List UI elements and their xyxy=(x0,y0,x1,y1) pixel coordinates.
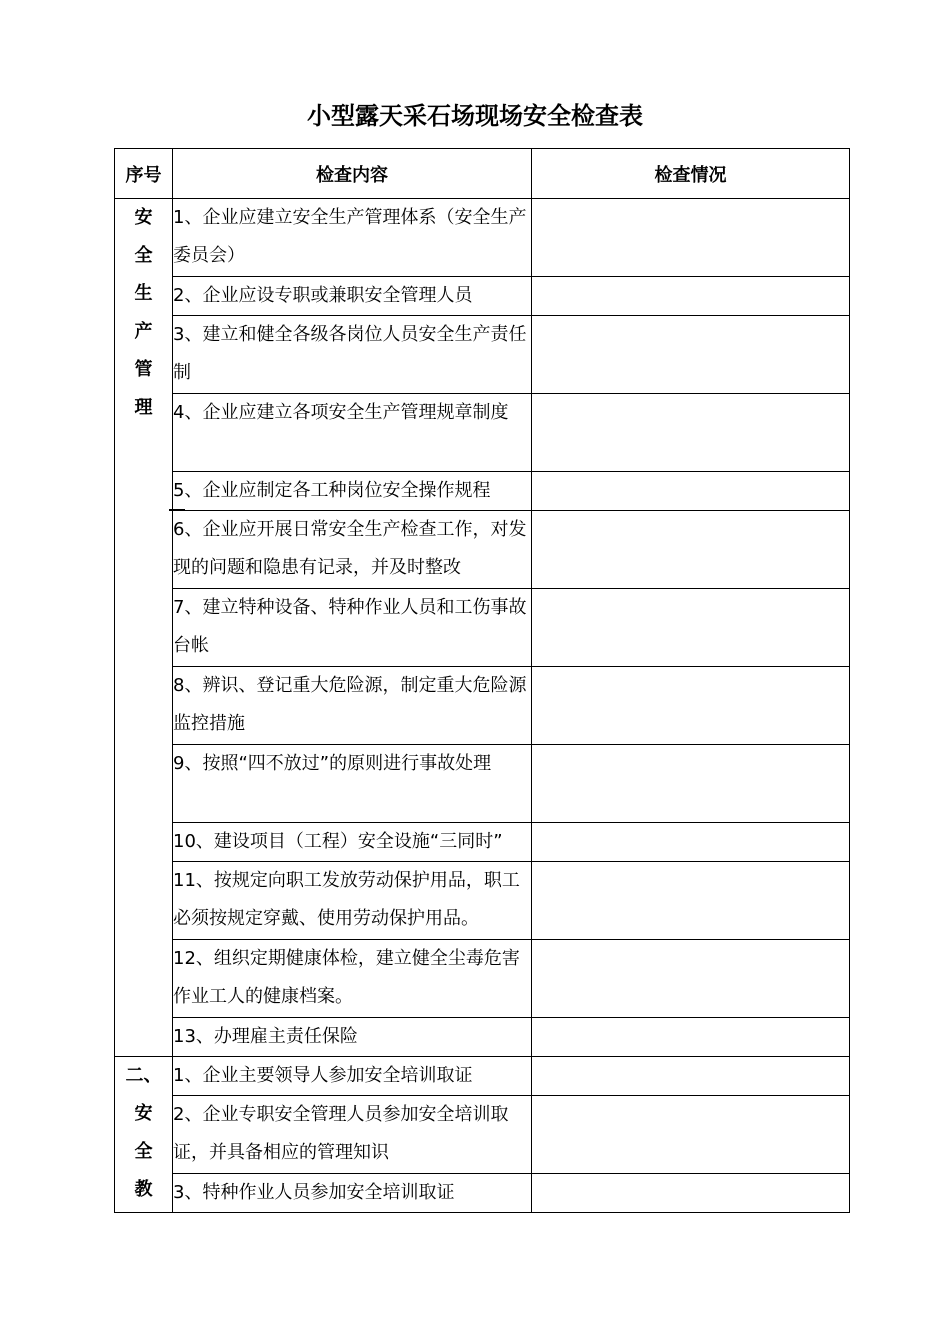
check-item: 7、建立特种设备、特种作业人员和工伤事故台帐 xyxy=(173,589,532,667)
table-row xyxy=(115,511,850,589)
table-row xyxy=(115,1018,850,1057)
check-result-cell[interactable] xyxy=(532,199,850,277)
table-row xyxy=(115,940,850,1018)
check-result-cell[interactable] xyxy=(532,745,850,823)
section-label-char: 安 xyxy=(134,1103,153,1124)
table-row xyxy=(115,199,850,277)
section-label-char: 教 xyxy=(134,1179,153,1200)
check-result-cell[interactable] xyxy=(532,1018,850,1057)
table-row xyxy=(115,1174,850,1213)
stray-dash-mark xyxy=(169,509,185,511)
check-result-cell[interactable] xyxy=(532,394,850,472)
check-item: 13、办理雇主责任保险 xyxy=(173,1018,532,1057)
section-label-char: 管 xyxy=(134,359,153,380)
check-result-cell[interactable] xyxy=(532,1057,850,1096)
table-row xyxy=(115,394,850,472)
check-item: 1、企业主要领导人参加安全培训取证 xyxy=(173,1057,532,1096)
section-label-safety-education xyxy=(115,1057,173,1213)
section-label-char: 产 xyxy=(134,321,153,342)
check-item: 9、按照“四不放过”的原则进行事故处理 xyxy=(173,745,532,823)
check-item: 3、特种作业人员参加安全培训取证 xyxy=(173,1174,532,1213)
check-item: 2、企业专职安全管理人员参加安全培训取证，并具备相应的管理知识 xyxy=(173,1096,532,1174)
page-title: 小型露天采石场现场安全检查表 xyxy=(307,102,643,130)
check-result-cell[interactable] xyxy=(532,1174,850,1213)
check-item: 12、组织定期健康体检，建立健全尘毒危害作业工人的健康档案。 xyxy=(173,940,532,1018)
check-item: 2、企业应设专职或兼职安全管理人员 xyxy=(173,277,532,316)
check-result-cell[interactable] xyxy=(532,1096,850,1174)
table-row xyxy=(115,823,850,862)
check-item: 8、辨识、登记重大危险源，制定重大危险源监控措施 xyxy=(173,667,532,745)
section-label-char: 安 xyxy=(134,207,153,228)
check-result-cell[interactable] xyxy=(532,940,850,1018)
check-item: 11、按规定向职工发放劳动保护用品，职工必须按规定穿戴、使用劳动保护用品。 xyxy=(173,862,532,940)
table-row xyxy=(115,472,850,511)
check-result-cell[interactable] xyxy=(532,316,850,394)
section-label-safety-management xyxy=(115,199,173,1057)
check-item: 5、企业应制定各工种岗位安全操作规程 xyxy=(173,472,532,511)
table-row xyxy=(115,667,850,745)
check-result-cell[interactable] xyxy=(532,511,850,589)
check-result-cell[interactable] xyxy=(532,277,850,316)
check-result-cell[interactable] xyxy=(532,667,850,745)
table-row xyxy=(115,1096,850,1174)
header-status: 检查情况 xyxy=(532,149,850,199)
section-label-char: 二、 xyxy=(125,1065,162,1086)
check-result-cell[interactable] xyxy=(532,862,850,940)
header-content: 检查内容 xyxy=(173,149,532,199)
section-label-char: 全 xyxy=(134,245,153,266)
check-item: 3、建立和健全各级各岗位人员安全生产责任制 xyxy=(173,316,532,394)
check-result-cell[interactable] xyxy=(532,823,850,862)
check-item: 10、建设项目（工程）安全设施“三同时” xyxy=(173,823,532,862)
check-item: 6、企业应开展日常安全生产检查工作，对发现的问题和隐患有记录，并及时整改 xyxy=(173,511,532,589)
table-header-row xyxy=(115,149,850,199)
table-row xyxy=(115,862,850,940)
check-result-cell[interactable] xyxy=(532,589,850,667)
table-row xyxy=(115,1057,850,1096)
section-label-char: 全 xyxy=(134,1141,153,1162)
inspection-table xyxy=(114,148,850,1213)
header-no: 序号 xyxy=(115,149,173,199)
table-row xyxy=(115,277,850,316)
check-item: 4、企业应建立各项安全生产管理规章制度 xyxy=(173,394,532,472)
table-row xyxy=(115,745,850,823)
check-result-cell[interactable] xyxy=(532,472,850,511)
section-label-char: 理 xyxy=(134,397,153,418)
table-row xyxy=(115,589,850,667)
check-item: 1、企业应建立安全生产管理体系（安全生产委员会） xyxy=(173,199,532,277)
section-label-char: 生 xyxy=(134,283,153,304)
table-row xyxy=(115,316,850,394)
